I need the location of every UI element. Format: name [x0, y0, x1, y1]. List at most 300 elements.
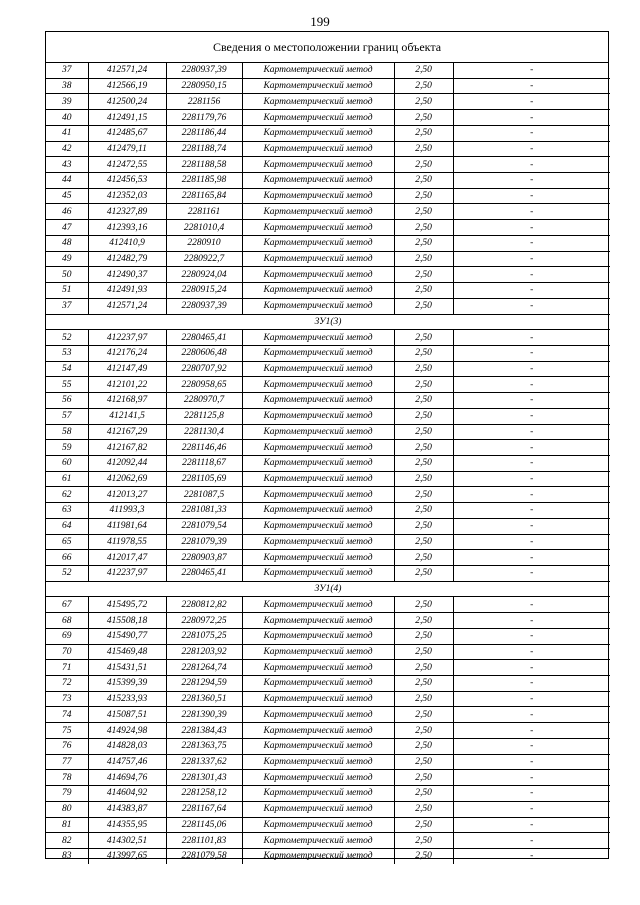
accuracy-cell: 2,50 — [394, 377, 453, 393]
y-coordinate-cell: 2281203,92 — [166, 644, 242, 660]
x-coordinate-cell: 412168,97 — [88, 393, 166, 409]
method-cell: Картометрический метод — [242, 330, 394, 346]
x-coordinate-cell: 412491,15 — [88, 110, 166, 126]
method-cell: Картометрический метод — [242, 817, 394, 833]
section-header: ЗУ1(3) — [46, 314, 610, 330]
description-cell: - — [453, 220, 610, 236]
point-number-cell: 62 — [46, 487, 88, 503]
method-cell: Картометрический метод — [242, 361, 394, 377]
accuracy-cell: 2,50 — [394, 94, 453, 110]
description-cell: - — [453, 534, 610, 550]
y-coordinate-cell: 2281363,75 — [166, 738, 242, 754]
x-coordinate-cell: 414828,03 — [88, 738, 166, 754]
description-cell: - — [453, 63, 610, 78]
x-coordinate-cell: 412500,24 — [88, 94, 166, 110]
section-header: ЗУ1(4) — [46, 581, 610, 597]
y-coordinate-cell: 2280903,87 — [166, 550, 242, 566]
description-cell: - — [453, 660, 610, 676]
method-cell: Картометрический метод — [242, 298, 394, 314]
method-cell: Картометрический метод — [242, 628, 394, 644]
y-coordinate-cell: 2280915,24 — [166, 283, 242, 299]
method-cell: Картометрический метод — [242, 833, 394, 849]
accuracy-cell: 2,50 — [394, 487, 453, 503]
x-coordinate-cell: 412566,19 — [88, 78, 166, 94]
x-coordinate-cell: 412167,29 — [88, 424, 166, 440]
y-coordinate-cell: 2281165,84 — [166, 188, 242, 204]
y-coordinate-cell: 2281130,4 — [166, 424, 242, 440]
method-cell: Картометрический метод — [242, 707, 394, 723]
table-row — [46, 518, 610, 534]
table-row — [46, 833, 610, 849]
point-number-cell: 76 — [46, 738, 88, 754]
description-cell: - — [453, 550, 610, 566]
table-row — [46, 738, 610, 754]
point-number-cell: 40 — [46, 110, 88, 126]
point-number-cell: 46 — [46, 204, 88, 220]
table-row — [46, 283, 610, 299]
accuracy-cell: 2,50 — [394, 754, 453, 770]
table-row — [46, 848, 610, 863]
x-coordinate-cell: 412352,03 — [88, 188, 166, 204]
accuracy-cell: 2,50 — [394, 125, 453, 141]
x-coordinate-cell: 412062,69 — [88, 471, 166, 487]
table-row — [46, 754, 610, 770]
point-number-cell: 67 — [46, 597, 88, 613]
y-coordinate-cell: 2281079,58 — [166, 848, 242, 863]
table-row — [46, 455, 610, 471]
point-number-cell: 54 — [46, 361, 88, 377]
point-number-cell: 51 — [46, 283, 88, 299]
point-number-cell: 41 — [46, 125, 88, 141]
y-coordinate-cell: 2281188,74 — [166, 141, 242, 157]
accuracy-cell: 2,50 — [394, 691, 453, 707]
point-number-cell: 59 — [46, 440, 88, 456]
table-row — [46, 424, 610, 440]
accuracy-cell: 2,50 — [394, 801, 453, 817]
point-number-cell: 72 — [46, 676, 88, 692]
description-cell: - — [453, 754, 610, 770]
y-coordinate-cell: 2281075,25 — [166, 628, 242, 644]
table-row — [46, 63, 610, 78]
accuracy-cell: 2,50 — [394, 676, 453, 692]
y-coordinate-cell: 2281390,39 — [166, 707, 242, 723]
description-cell: - — [453, 597, 610, 613]
description-cell: - — [453, 361, 610, 377]
table-row — [46, 267, 610, 283]
y-coordinate-cell: 2281145,06 — [166, 817, 242, 833]
point-number-cell: 70 — [46, 644, 88, 660]
y-coordinate-cell: 2281258,12 — [166, 786, 242, 802]
table-row — [46, 408, 610, 424]
description-cell: - — [453, 786, 610, 802]
description-cell: - — [453, 707, 610, 723]
accuracy-cell: 2,50 — [394, 157, 453, 173]
point-number-cell: 37 — [46, 63, 88, 78]
point-number-cell: 63 — [46, 503, 88, 519]
accuracy-cell: 2,50 — [394, 283, 453, 299]
y-coordinate-cell: 2280707,92 — [166, 361, 242, 377]
table-row — [46, 78, 610, 94]
method-cell: Картометрический метод — [242, 78, 394, 94]
y-coordinate-cell: 2280970,7 — [166, 393, 242, 409]
accuracy-cell: 2,50 — [394, 188, 453, 204]
method-cell: Картометрический метод — [242, 377, 394, 393]
x-coordinate-cell: 412101,22 — [88, 377, 166, 393]
description-cell: - — [453, 833, 610, 849]
method-cell: Картометрический метод — [242, 235, 394, 251]
table-row — [46, 566, 610, 582]
point-number-cell: 66 — [46, 550, 88, 566]
y-coordinate-cell: 2280910 — [166, 235, 242, 251]
y-coordinate-cell: 2281384,43 — [166, 723, 242, 739]
table-row — [46, 157, 610, 173]
y-coordinate-cell: 2281161 — [166, 204, 242, 220]
table-row — [46, 723, 610, 739]
method-cell: Картометрический метод — [242, 141, 394, 157]
point-number-cell: 57 — [46, 408, 88, 424]
x-coordinate-cell: 412141,5 — [88, 408, 166, 424]
table-row — [46, 801, 610, 817]
table-row — [46, 676, 610, 692]
description-cell: - — [453, 440, 610, 456]
accuracy-cell: 2,50 — [394, 235, 453, 251]
point-number-cell: 78 — [46, 770, 88, 786]
coordinates-table-body — [46, 63, 610, 864]
description-cell: - — [453, 110, 610, 126]
table-row — [46, 770, 610, 786]
y-coordinate-cell: 2280465,41 — [166, 566, 242, 582]
point-number-cell: 39 — [46, 94, 88, 110]
method-cell: Картометрический метод — [242, 597, 394, 613]
method-cell: Картометрический метод — [242, 660, 394, 676]
accuracy-cell: 2,50 — [394, 786, 453, 802]
table-row — [46, 707, 610, 723]
x-coordinate-cell: 414694,76 — [88, 770, 166, 786]
x-coordinate-cell: 412327,89 — [88, 204, 166, 220]
accuracy-cell: 2,50 — [394, 503, 453, 519]
method-cell: Картометрический метод — [242, 566, 394, 582]
table-row — [46, 204, 610, 220]
accuracy-cell: 2,50 — [394, 707, 453, 723]
description-cell: - — [453, 235, 610, 251]
table-row — [46, 393, 610, 409]
x-coordinate-cell: 411993,3 — [88, 503, 166, 519]
description-cell: - — [453, 723, 610, 739]
method-cell: Картометрический метод — [242, 503, 394, 519]
boundary-sheet — [45, 31, 609, 862]
table-row — [46, 94, 610, 110]
description-cell: - — [453, 393, 610, 409]
method-cell: Картометрический метод — [242, 283, 394, 299]
description-cell: - — [453, 377, 610, 393]
x-coordinate-cell: 415087,51 — [88, 707, 166, 723]
table-row — [46, 440, 610, 456]
point-number-cell: 68 — [46, 613, 88, 629]
accuracy-cell: 2,50 — [394, 455, 453, 471]
x-coordinate-cell: 412167,82 — [88, 440, 166, 456]
accuracy-cell: 2,50 — [394, 738, 453, 754]
table-row — [46, 550, 610, 566]
y-coordinate-cell: 2281146,46 — [166, 440, 242, 456]
accuracy-cell: 2,50 — [394, 550, 453, 566]
method-cell: Картометрический метод — [242, 487, 394, 503]
y-coordinate-cell: 2281118,67 — [166, 455, 242, 471]
description-cell: - — [453, 251, 610, 267]
description-cell: - — [453, 330, 610, 346]
x-coordinate-cell: 415490,77 — [88, 628, 166, 644]
method-cell: Картометрический метод — [242, 644, 394, 660]
method-cell: Картометрический метод — [242, 676, 394, 692]
method-cell: Картометрический метод — [242, 691, 394, 707]
y-coordinate-cell: 2281125,8 — [166, 408, 242, 424]
method-cell: Картометрический метод — [242, 345, 394, 361]
description-cell: - — [453, 408, 610, 424]
y-coordinate-cell: 2281156 — [166, 94, 242, 110]
table-row — [46, 786, 610, 802]
description-cell: - — [453, 157, 610, 173]
y-coordinate-cell: 2280812,82 — [166, 597, 242, 613]
description-cell: - — [453, 78, 610, 94]
y-coordinate-cell: 2281337,62 — [166, 754, 242, 770]
accuracy-cell: 2,50 — [394, 78, 453, 94]
point-number-cell: 73 — [46, 691, 88, 707]
accuracy-cell: 2,50 — [394, 471, 453, 487]
point-number-cell: 38 — [46, 78, 88, 94]
accuracy-cell: 2,50 — [394, 613, 453, 629]
table-row — [46, 125, 610, 141]
description-cell: - — [453, 94, 610, 110]
table-row — [46, 173, 610, 189]
method-cell: Картометрический метод — [242, 267, 394, 283]
description-cell: - — [530, 851, 534, 862]
x-coordinate-cell: 412147,49 — [88, 361, 166, 377]
section-header-row — [46, 581, 610, 597]
method-cell: Картометрический метод — [242, 786, 394, 802]
method-cell: Картометрический метод — [242, 471, 394, 487]
y-coordinate-cell: 2280937,39 — [166, 63, 242, 78]
x-coordinate-cell: 415233,93 — [88, 691, 166, 707]
point-number-cell: 79 — [46, 786, 88, 802]
method-cell: Картометрический метод — [242, 157, 394, 173]
table-row — [46, 628, 610, 644]
y-coordinate-cell: 2280922,7 — [166, 251, 242, 267]
description-cell: - — [453, 691, 610, 707]
description-cell: - — [453, 487, 610, 503]
x-coordinate-cell: 412017,47 — [88, 550, 166, 566]
x-coordinate-cell: 415495,72 — [88, 597, 166, 613]
point-number-cell: 58 — [46, 424, 88, 440]
description-cell: - — [453, 817, 610, 833]
method-cell: Картометрический метод — [242, 94, 394, 110]
accuracy-cell: 2,50 — [394, 173, 453, 189]
point-number-cell: 50 — [46, 267, 88, 283]
x-coordinate-cell: 412571,24 — [88, 63, 166, 78]
y-coordinate-cell: 2280958,65 — [166, 377, 242, 393]
x-coordinate-cell: 413997,65 — [88, 848, 166, 863]
accuracy-cell: 2,50 — [394, 833, 453, 849]
y-coordinate-cell: 2281079,54 — [166, 518, 242, 534]
x-coordinate-cell: 414924,98 — [88, 723, 166, 739]
x-coordinate-cell: 412491,93 — [88, 283, 166, 299]
description-cell: - — [453, 738, 610, 754]
description-cell: - — [453, 566, 610, 582]
accuracy-cell: 2,50 — [394, 534, 453, 550]
description-cell: - — [453, 424, 610, 440]
point-number-cell: 52 — [46, 330, 88, 346]
x-coordinate-cell: 412485,67 — [88, 125, 166, 141]
point-number-cell: 71 — [46, 660, 88, 676]
point-number-cell: 81 — [46, 817, 88, 833]
method-cell: Картометрический метод — [242, 440, 394, 456]
method-cell: Картометрический метод — [242, 534, 394, 550]
point-number-cell: 82 — [46, 833, 88, 849]
description-cell: - — [453, 518, 610, 534]
point-number-cell: 74 — [46, 707, 88, 723]
x-coordinate-cell: 415431,51 — [88, 660, 166, 676]
method-cell: Картометрический метод — [242, 848, 394, 863]
point-number-cell: 48 — [46, 235, 88, 251]
table-row — [46, 345, 610, 361]
accuracy-cell: 2,50 — [394, 63, 453, 78]
point-number-cell: 47 — [46, 220, 88, 236]
description-cell: - — [453, 204, 610, 220]
y-coordinate-cell: 2281101,83 — [166, 833, 242, 849]
description-cell: - — [453, 455, 610, 471]
x-coordinate-cell: 411978,55 — [88, 534, 166, 550]
accuracy-cell: 2,50 — [394, 424, 453, 440]
y-coordinate-cell: 2280465,41 — [166, 330, 242, 346]
x-coordinate-cell: 415399,39 — [88, 676, 166, 692]
accuracy-cell: 2,50 — [394, 361, 453, 377]
method-cell: Картометрический метод — [242, 738, 394, 754]
y-coordinate-cell: 2280937,39 — [166, 298, 242, 314]
method-cell: Картометрический метод — [242, 408, 394, 424]
table-row — [46, 534, 610, 550]
table-row — [46, 110, 610, 126]
x-coordinate-cell: 412472,55 — [88, 157, 166, 173]
x-coordinate-cell: 414604,92 — [88, 786, 166, 802]
y-coordinate-cell: 2281301,43 — [166, 770, 242, 786]
point-number-cell: 61 — [46, 471, 88, 487]
method-cell: Картометрический метод — [242, 723, 394, 739]
table-row — [46, 188, 610, 204]
point-number-cell: 77 — [46, 754, 88, 770]
y-coordinate-cell: 2281186,44 — [166, 125, 242, 141]
x-coordinate-cell: 412571,24 — [88, 298, 166, 314]
description-cell: - — [453, 345, 610, 361]
point-number-cell: 49 — [46, 251, 88, 267]
table-row — [46, 503, 610, 519]
method-cell: Картометрический метод — [242, 770, 394, 786]
table-row — [46, 330, 610, 346]
point-number-cell: 52 — [46, 566, 88, 582]
point-number-cell: 56 — [46, 393, 88, 409]
coordinates-table — [46, 63, 610, 864]
point-number-cell: 42 — [46, 141, 88, 157]
point-number-cell: 53 — [46, 345, 88, 361]
x-coordinate-cell: 411981,64 — [88, 518, 166, 534]
x-coordinate-cell: 412237,97 — [88, 566, 166, 582]
point-number-cell: 45 — [46, 188, 88, 204]
accuracy-cell: 2,50 — [394, 723, 453, 739]
accuracy-cell: 2,50 — [394, 597, 453, 613]
point-number-cell: 65 — [46, 534, 88, 550]
accuracy-cell: 2,50 — [394, 110, 453, 126]
y-coordinate-cell: 2281188,58 — [166, 157, 242, 173]
y-coordinate-cell: 2281294,59 — [166, 676, 242, 692]
method-cell: Картометрический метод — [242, 518, 394, 534]
accuracy-cell: 2,50 — [394, 220, 453, 236]
table-row — [46, 298, 610, 314]
description-cell: - — [453, 125, 610, 141]
description-cell: - — [453, 676, 610, 692]
accuracy-cell: 2,50 — [394, 848, 453, 863]
method-cell: Картометрический метод — [242, 801, 394, 817]
method-cell: Картометрический метод — [242, 63, 394, 78]
accuracy-cell: 2,50 — [394, 644, 453, 660]
description-cell: - — [453, 298, 610, 314]
y-coordinate-cell: 2281087,5 — [166, 487, 242, 503]
x-coordinate-cell: 412456,53 — [88, 173, 166, 189]
accuracy-cell: 2,50 — [394, 566, 453, 582]
y-coordinate-cell: 2281179,76 — [166, 110, 242, 126]
section-header-row — [46, 314, 610, 330]
description-cell: - — [453, 141, 610, 157]
y-coordinate-cell: 2281105,69 — [166, 471, 242, 487]
point-number-cell: 75 — [46, 723, 88, 739]
table-row — [46, 597, 610, 613]
point-number-cell: 80 — [46, 801, 88, 817]
method-cell: Картометрический метод — [242, 188, 394, 204]
method-cell: Картометрический метод — [242, 110, 394, 126]
accuracy-cell: 2,50 — [394, 267, 453, 283]
method-cell: Картометрический метод — [242, 251, 394, 267]
accuracy-cell: 2,50 — [394, 345, 453, 361]
point-number-cell: 37 — [46, 298, 88, 314]
description-cell: - — [453, 801, 610, 817]
y-coordinate-cell: 2281079,39 — [166, 534, 242, 550]
table-row — [46, 220, 610, 236]
y-coordinate-cell: 2280972,25 — [166, 613, 242, 629]
point-number-cell: 83 — [46, 848, 88, 863]
table-row — [46, 817, 610, 833]
y-coordinate-cell: 2280606,48 — [166, 345, 242, 361]
point-number-cell: 44 — [46, 173, 88, 189]
method-cell: Картометрический метод — [242, 220, 394, 236]
accuracy-cell: 2,50 — [394, 628, 453, 644]
description-cell: - — [453, 188, 610, 204]
point-number-cell: 55 — [46, 377, 88, 393]
description-cell: - — [453, 283, 610, 299]
table-row — [46, 377, 610, 393]
description-cell: - — [453, 644, 610, 660]
y-coordinate-cell: 2280924,04 — [166, 267, 242, 283]
y-coordinate-cell: 2281010,4 — [166, 220, 242, 236]
description-cell: - — [453, 503, 610, 519]
x-coordinate-cell: 412490,37 — [88, 267, 166, 283]
point-number-cell: 60 — [46, 455, 88, 471]
x-coordinate-cell: 414757,46 — [88, 754, 166, 770]
sheet-title: Сведения о местоположении границ объекта — [46, 32, 608, 63]
x-coordinate-cell: 412237,97 — [88, 330, 166, 346]
accuracy-cell: 2,50 — [394, 817, 453, 833]
method-cell: Картометрический метод — [242, 204, 394, 220]
method-cell: Картометрический метод — [242, 424, 394, 440]
y-coordinate-cell: 2280950,15 — [166, 78, 242, 94]
table-row — [46, 613, 610, 629]
description-cell: - — [453, 267, 610, 283]
accuracy-cell: 2,50 — [394, 298, 453, 314]
